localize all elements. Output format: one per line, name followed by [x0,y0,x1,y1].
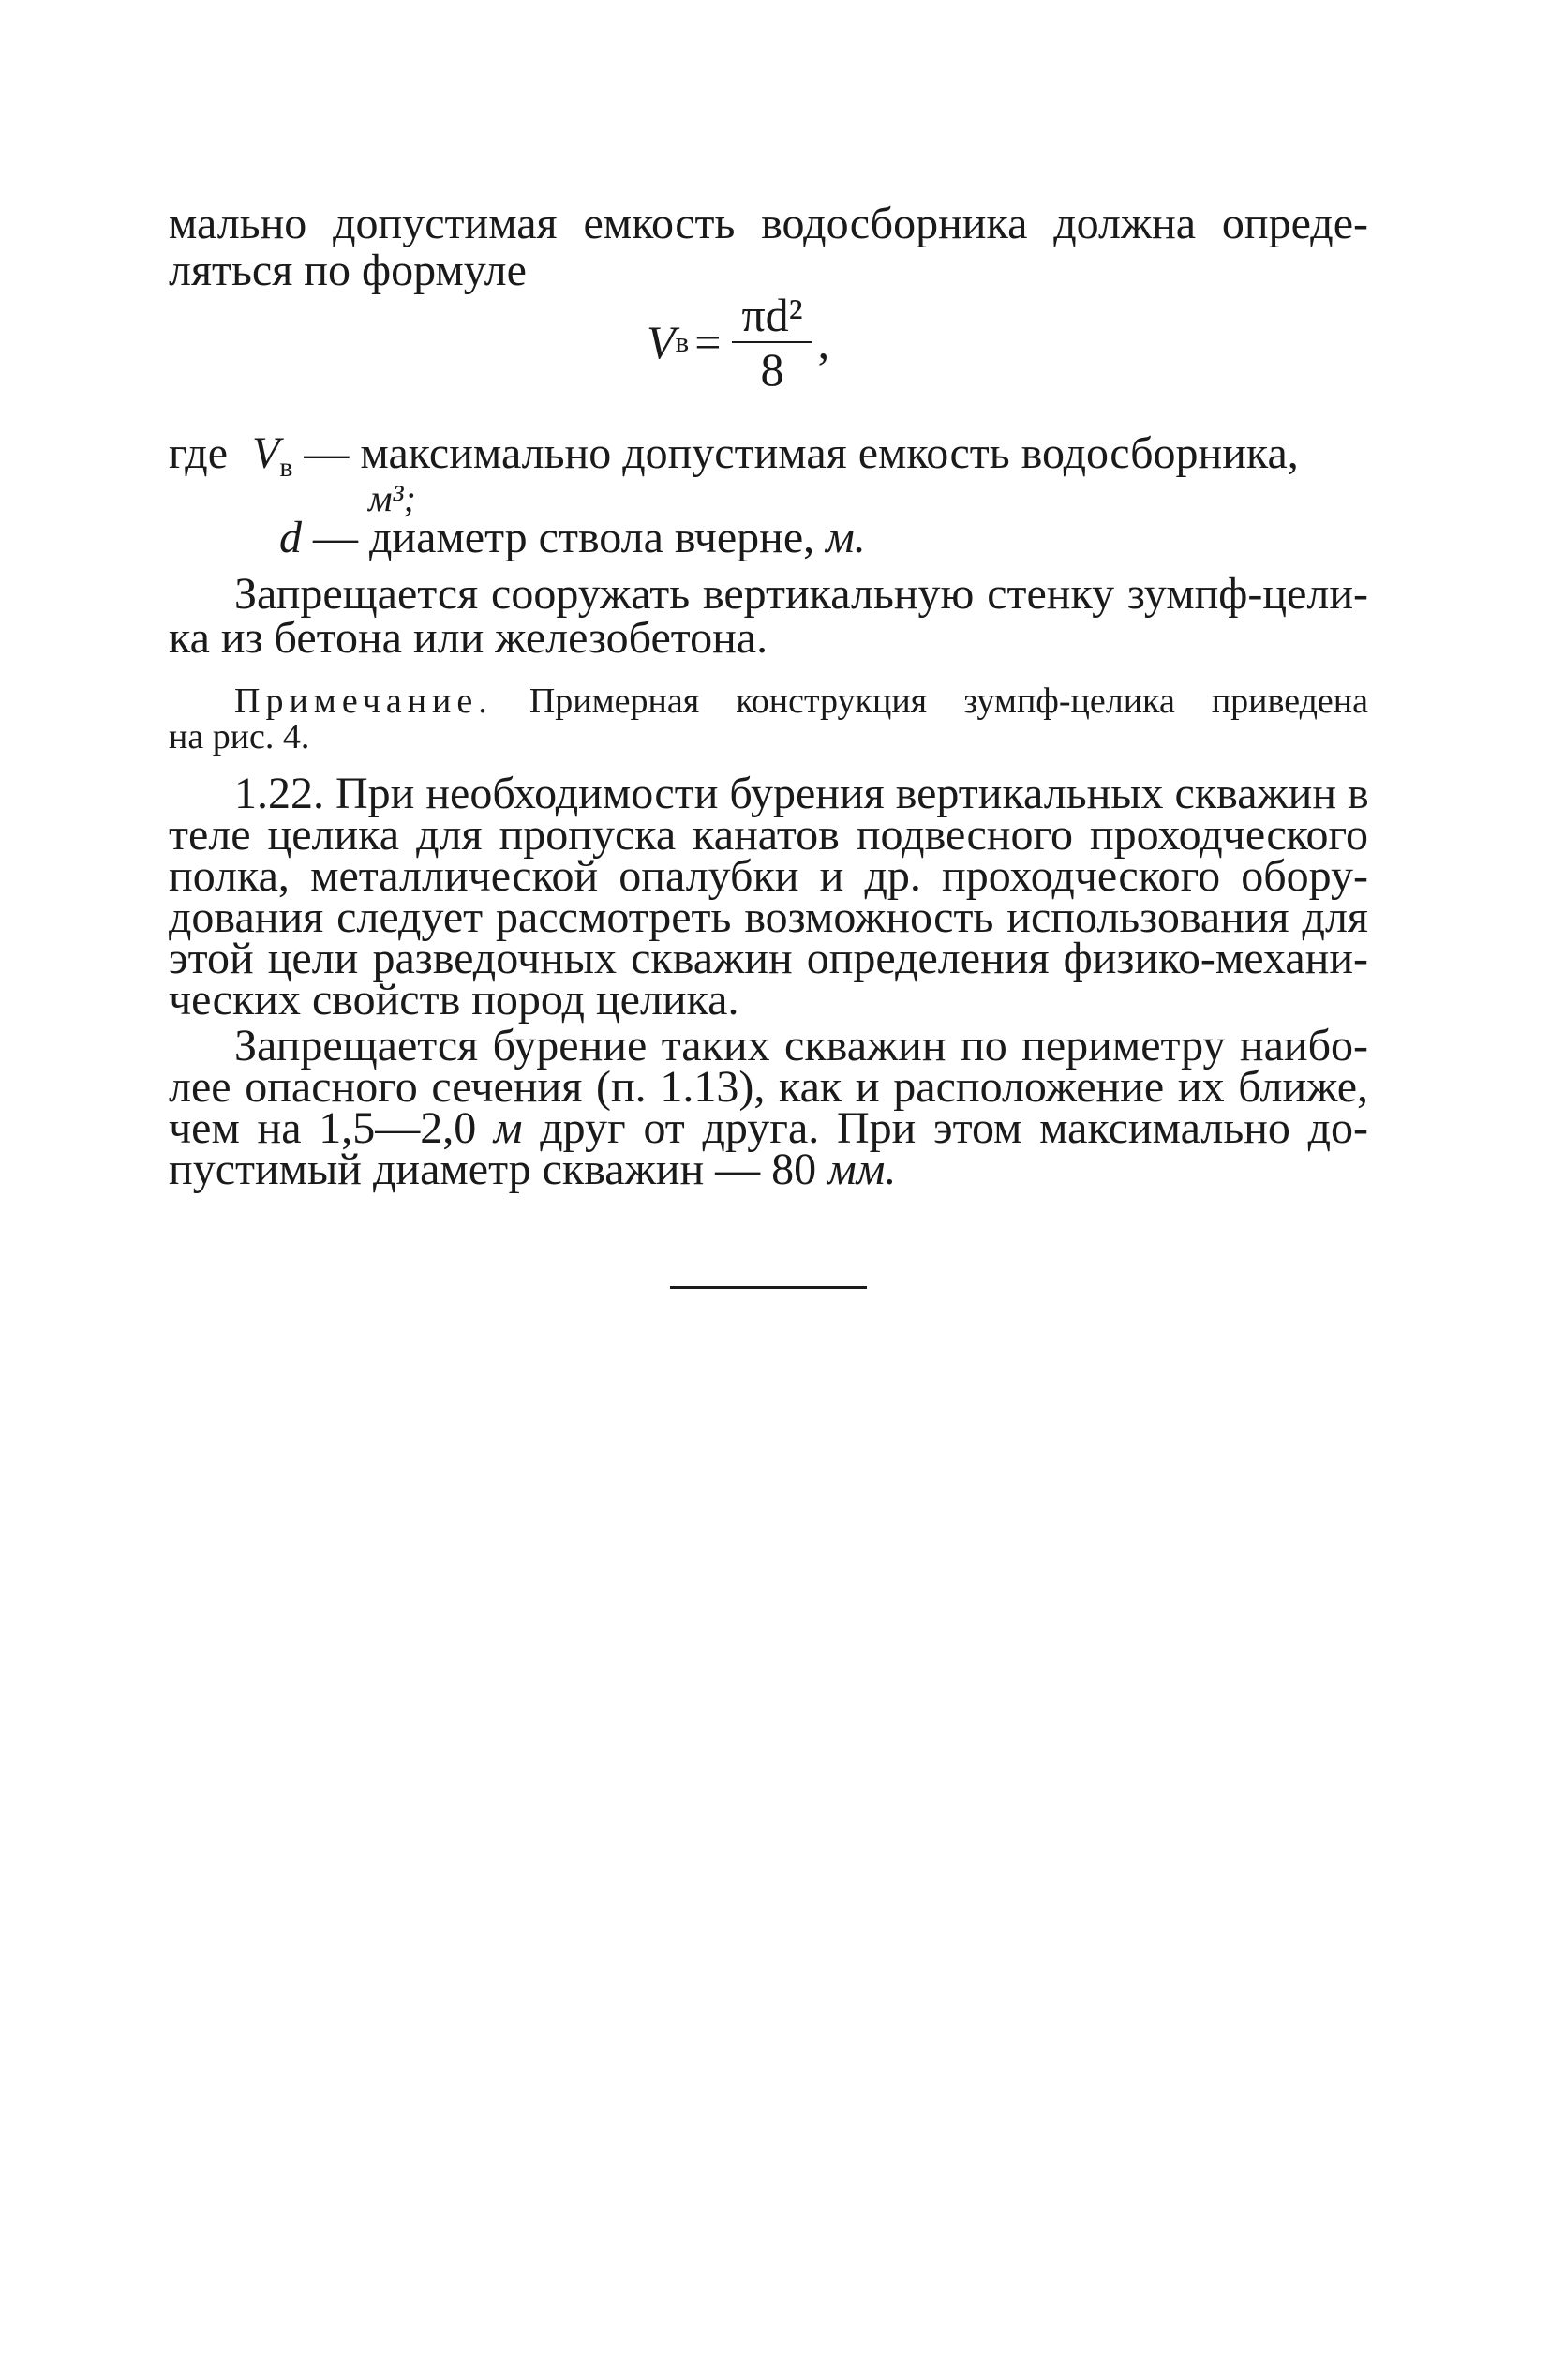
prohibit-2-line-3-unit: м [493,1103,523,1153]
where-item-2 [279,511,866,565]
formula-equals: = [694,316,722,368]
note-line-1-text: Примерная конструкция зумпф-целика приведена [529,681,1369,721]
prohibit-2-line-4-pre: пустимый диаметр скважин — 80 [169,1145,828,1194]
para-122-line-1: 1.22. При необходимости бурения вертикальных скважин в [234,769,1369,818]
prohibit-1-line-2: ка из бетона или железобетона. [169,613,768,663]
where-item-1-symbol: V [252,428,280,478]
prohibit-1-line-1: Запрещается сооружать вертикальную стенку зумпф-цели- [234,569,1368,619]
note-label: Примечание. [234,681,493,721]
prohibit-2-line-4-unit: мм. [827,1145,897,1194]
para-122-line-4: дования следует рассмотреть возможность использования для [169,892,1368,942]
prohibit-2-line-3-pre: чем на 1,5—2,0 [169,1103,494,1153]
formula [647,291,829,394]
para-122-line-5: этой цели разведочных скважин определения физико-механи- [169,934,1368,983]
where-item-2-symbol: d [279,513,302,562]
intro-line-1: мально допустимая емкость водосборника должна опреде- [169,199,1368,248]
where-item-1-dash: — [292,428,361,478]
prohibit-2-line-1: Запрещается бурение таких скважин по периметру наибо- [234,1021,1368,1070]
prohibit-2-line-2: лее опасного сечения (п. 1.13), как и расположение их ближе, [169,1062,1368,1112]
para-122-line-2: теле целика для пропуска канатов подвесного проходческого [169,810,1368,860]
formula-trailing: , [817,316,830,368]
where-item-1-unit-text: м³; [368,477,416,519]
prohibit-2-line-3-post: друг от друга. При этом максимально до- [522,1103,1369,1153]
para-122-line-6: ческих свойств пород целика. [169,975,739,1025]
formula-lhs-subscript: в [675,325,690,358]
para-122-line-3: полка, металлической опалубки и др. проходческого обору- [169,851,1368,901]
formula-fraction [732,289,812,396]
where-label: где [169,428,229,478]
where-item-1-subscript: в [279,451,293,483]
formula-numerator: πd² [732,289,812,343]
where-item-2-text: диаметр ствола вчерне, [369,513,827,562]
prohibit-2-line-4 [169,1143,1368,1197]
where-item-1-text: максимально допустимая емкость водосборника, [360,428,1299,478]
where-item-2-dash: — [302,513,369,562]
note-line-2: на рис. 4. [169,717,310,756]
where-item-1 [169,427,1299,495]
where-item-2-unit: м. [826,513,866,562]
formula-lhs-symbol: V [647,316,676,368]
intro-line-2: ляться по формуле [169,246,527,295]
end-rule [670,1286,867,1289]
formula-denominator: 8 [760,343,784,396]
